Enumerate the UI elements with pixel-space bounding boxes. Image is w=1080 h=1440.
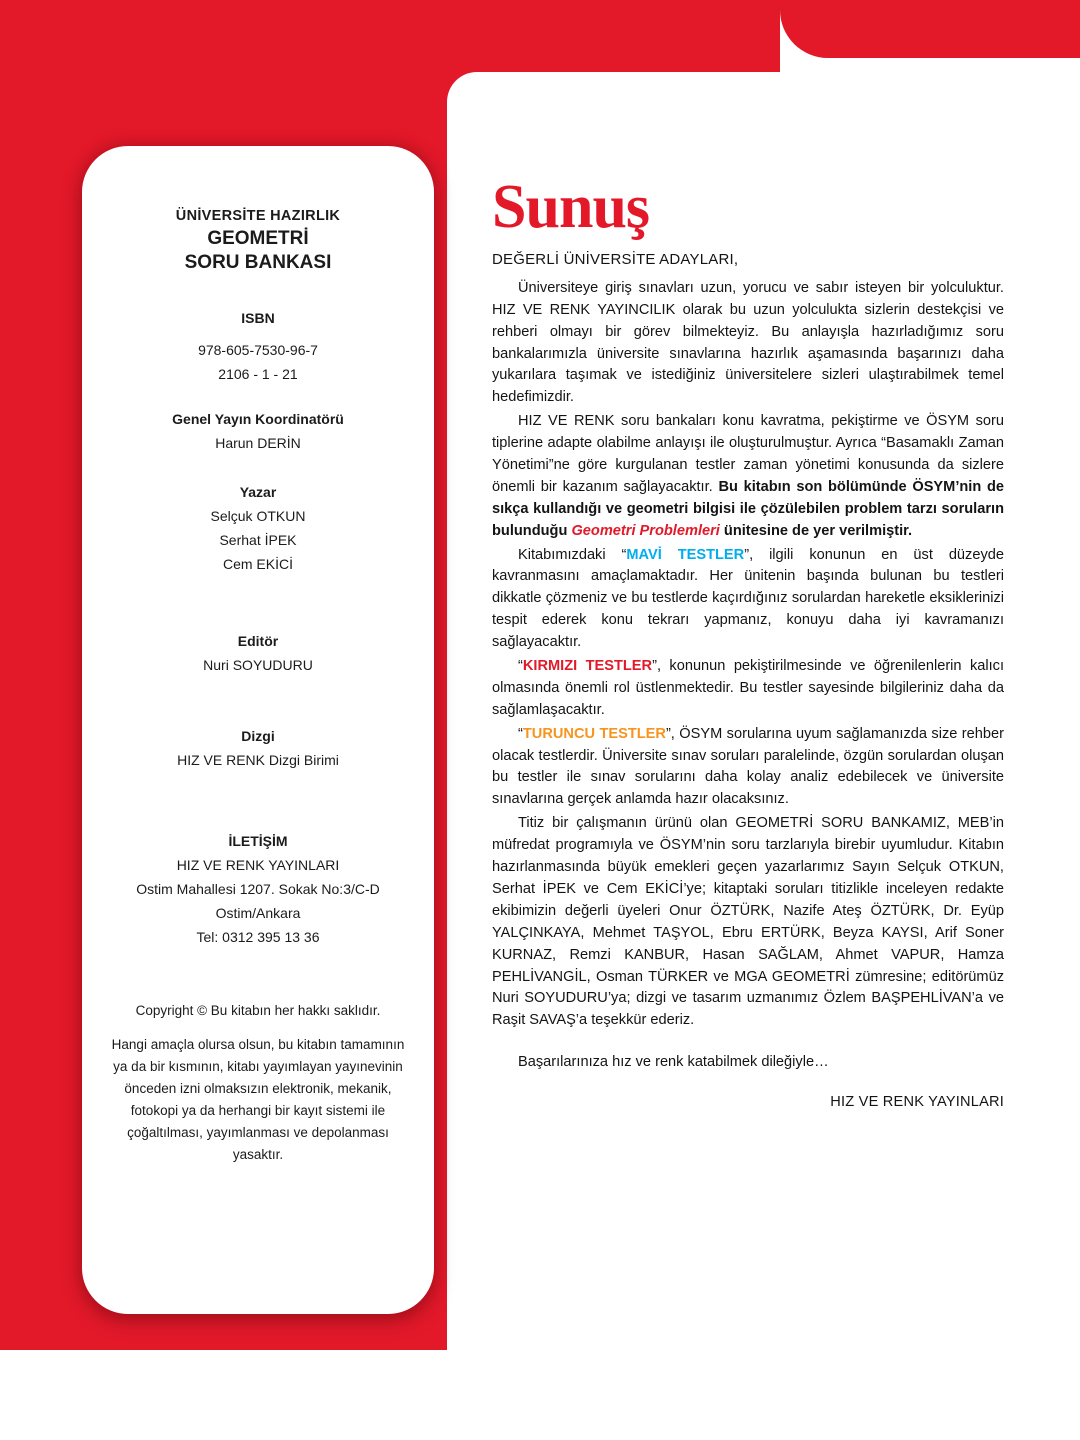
isbn-value: 978-605-7530-96-7 [198,341,318,358]
white-bottom-left-strip [0,1350,470,1440]
preface-heading: Sunuş [492,173,650,241]
kirmizi-testler-label: KIRMIZI TESTLER [522,658,653,675]
isbn-code: 2106 - 1 - 21 [218,365,298,382]
copyright-body: Hangi amaçla olursa olsun, bu kitabın tamamının ya da bir kısmının, kitabı yayımlayan yayınevinin önceden izni olmaksızın elektronik, mekanik, fotokopi ya da herhangi bir kayıt sistemi ile çoğaltılması, yayımlanması ve depolanması yasaktır. [111,1037,405,1162]
p4-part-a: “ [518,658,523,675]
editor-label: Editör [237,632,279,649]
p3-part-b: ”, ilgili konunun en üst düzeyde kavranmasını amaçlamaktadır. Her ünitenin başında bulunan bu testleri dikkatle çözmeniz ve bu testlerde kaçırdığınız sorulardan hareketle eksiklerinizi tespit ederek konu tekrarı yapmanız, konuyu daha iyi kavramanızı sağlayacaktır. [492,546,1004,651]
p2-part-d: ünitesine de yer verilmiştir. [719,522,913,539]
preface-column [492,173,1004,1111]
coordinator-name: Harun DERİN [215,434,301,451]
preface-salutation: DEĞERLİ ÜNİVERSİTE ADAYLARI, [492,250,739,268]
imprint-card [82,146,434,1314]
preface-paragraph-4 [492,656,1004,722]
coordinator-label: Genel Yayın Koordinatörü [172,410,344,427]
contact-line-1: HIZ VE RENK YAYINLARI [176,856,340,873]
series-line: ÜNİVERSİTE HAZIRLIK [175,208,341,224]
preface-signature: HIZ VE RENK YAYINLARI [830,1094,1004,1111]
copyright-line: Copyright © Bu kitabın her hakkı saklıdır. [135,1002,381,1018]
p2-part-b: Bu kitabın son bölümünde ÖSYM’nin de sıkça kullandığı ve geometri bilgisi ile çözülebilen problem tarzı soruların bulunduğu [492,478,1004,539]
p2-highlight-geometri-problemleri: Geometri Problemleri [571,522,720,539]
preface-paragraph-3 [492,545,1004,654]
p5-part-a: “ [518,725,523,742]
book-title-line1: GEOMETRİ [207,228,309,249]
preface-paragraph-1: Üniversiteye giriş sınavları uzun, yorucu ve sabır isteyen bir yolculuktur. HIZ VE RENK YAYINCILIK olarak bu uzun yolculukta sizlerin destekçisi ve rehberi olmayı bir görev bilmekteyiz. Bu anlayışla hazırladığımız soru bankalarımızla üniversite sınavlarına hazırlık aşamasında başarınızı daha yukarılara taşımak ve istediğiniz üniversitelere sizleri ulaştırabilmek temel hedefimizdir. [492,279,1004,406]
contact-label: İLETİŞİM [228,832,288,849]
preface-paragraph-2 [492,411,1004,542]
preface-paragraph-6: Titiz bir çalışmanın ürünü olan GEOMETRİ SORU BANKAMIZ, MEB’in müfredat programıyla ve ÖSYM’nin soru tarzlarıyla birebir uyumludur. Kitabın hazırlanmasında büyük emekleri geçen yazarlarımız Sayın Selçuk OTKUN, Serhat İPEK ve Cem EKİCİ’ye; kitaptaki soruları titizlikle inceleyen redakte ekibimizin değerli üyeleri Onur ÖZTÜRK, Nazife Ateş ÖZTÜRK, Dr. Eyüp YALÇINKAYA, Mehmet TAŞYOL, Ebru ERTÜRK, Beyza KAYSI, Arif Soner KURNAZ, Remzi KANBUR, Hasan SAĞLAM, Ahmet VAPUR, Hamza PEHLİVANGİL, Osman TÜRKER ve MGA GEOMETRİ zümresine; editörümüz Nuri SOYUDURU’ya; dizgi ve tasarım uzmanımız Özlem BAŞPEHLİVAN’a ve Raşit SAVAŞ’a teşekkür ederiz. [492,815,1004,1029]
p2-part-a: HIZ VE RENK soru bankaları konu kavratma, pekiştirme ve ÖSYM soru tiplerine adapte olabilme anlayışı ile oluşturulmuştur. Ayrıca “Basamaklı Zaman Yönetimi”ne göre kurgulanan testler zaman yönetimi konusunda da sizlere önemli bir kazanım sağlayacaktır. [492,413,1004,495]
editor-name: Nuri SOYUDURU [203,656,313,673]
contact-line-2: Ostim Mahallesi 1207. Sokak No:3/C-D [136,880,380,897]
contact-line-4: Tel: 0312 395 13 36 [196,928,320,945]
red-top-right-shape [780,0,1080,58]
p3-part-a: Kitabımızdaki “ [518,546,627,563]
author-name-2: Serhat İPEK [219,531,297,548]
contact-line-3: Ostim/Ankara [215,904,301,921]
author-label: Yazar [239,483,277,500]
p4-part-b: ”, konunun pekiştirilmesinde ve öğrenilenlerin kalıcı olmasında önemli rol üstlenmektedir. Bu testler sayesinde bilgileriniz daha da sağlamlaşacaktır. [492,658,1004,718]
preface-paragraph-5 [492,724,1004,812]
author-name-3: Cem EKİCİ [222,555,293,572]
isbn-label: ISBN [241,309,275,326]
mavi-testler-label: MAVİ TESTLER [626,546,745,563]
preface-closing: Başarılarınıza hız ve renk katabilmek dileğiyle… [518,1054,829,1071]
typesetting-value: HIZ VE RENK Dizgi Birimi [177,751,339,768]
author-name-1: Selçuk OTKUN [210,507,306,524]
p5-part-b: ”, ÖSYM sorularına uyum sağlamanızda size rehber olacak testlerdir. Üniversite sınav soruları paralelinde, özgün sorulardan oluşan bu testler ile sınav sorularını daha kolay analiz edebilecek ve üniversite sınavlarına gerçek anlamda hazır olacaksınız. [492,725,1004,808]
book-title-line2: SORU BANKASI [184,252,332,274]
turuncu-testler-label: TURUNCU TESTLER [522,725,666,742]
typesetting-label: Dizgi [241,727,275,744]
